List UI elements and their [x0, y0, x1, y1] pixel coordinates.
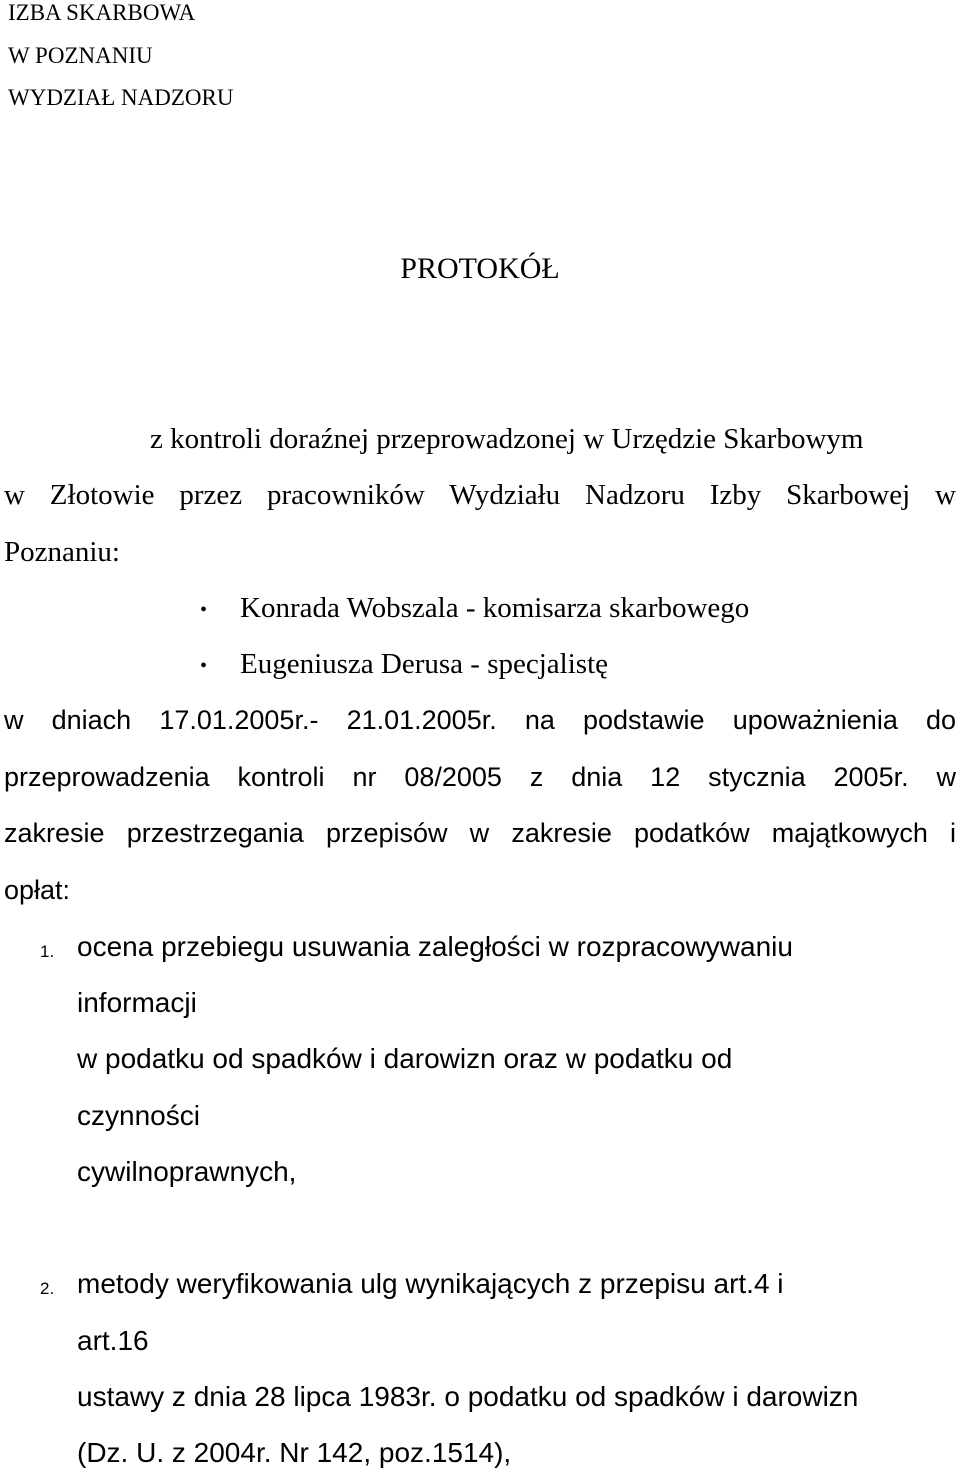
item-2-line-1: metody weryfikowania ulg wynikających z przepisu art.4 i	[77, 1268, 784, 1299]
item-1-line-1: ocena przebiegu usuwania zaległości w rozpracowywaniu	[77, 931, 793, 962]
scope-line-2: przeprowadzenia kontroli nr 08/2005 z dnia 12 stycznia 2005r. w	[4, 762, 956, 792]
inspector-2: Eugeniusza Derusa - specjalistę	[240, 648, 608, 680]
item-number: 2.	[40, 1279, 55, 1298]
item-number: 1.	[40, 942, 55, 961]
office-city: W POZNANIU	[8, 43, 153, 68]
inspector-1: Konrada Wobszala - komisarza skarbowego	[240, 592, 750, 624]
bullet-icon: •	[200, 599, 208, 621]
scope-line-3: zakresie przestrzegania przepisów w zakresie podatków majątkowych i	[4, 818, 956, 848]
intro-line-2: w Złotowie przez pracowników Wydziału Nadzoru Izby Skarbowej w	[4, 479, 956, 511]
item-2-line-2: art.16	[77, 1325, 149, 1356]
item-2-line-4: (Dz. U. z 2004r. Nr 142, poz.1514),	[77, 1437, 512, 1468]
item-1-line-4: czynności	[77, 1100, 200, 1131]
bullet-icon: •	[200, 655, 208, 677]
item-1-line-2: informacji	[77, 987, 197, 1018]
scope-line-4: opłat:	[4, 875, 71, 905]
office-name: IZBA SKARBOWA	[8, 0, 196, 25]
item-1-line-5: cywilnoprawnych,	[77, 1156, 297, 1187]
scope-line-1: w dniach 17.01.2005r.- 21.01.2005r. na podstawie upoważnienia do	[4, 705, 956, 735]
document-title: PROTOKÓŁ	[400, 252, 560, 285]
intro-line-3: Poznaniu:	[4, 536, 120, 568]
item-2-line-3: ustawy z dnia 28 lipca 1983r. o podatku od spadków i darowizn	[77, 1381, 859, 1412]
item-1-line-3: w podatku od spadków i darowizn oraz w podatku od	[77, 1043, 733, 1074]
department-name: WYDZIAŁ NADZORU	[8, 85, 234, 110]
intro-line-1: z kontroli doraźnej przeprowadzonej w Urzędzie Skarbowym	[150, 423, 864, 455]
